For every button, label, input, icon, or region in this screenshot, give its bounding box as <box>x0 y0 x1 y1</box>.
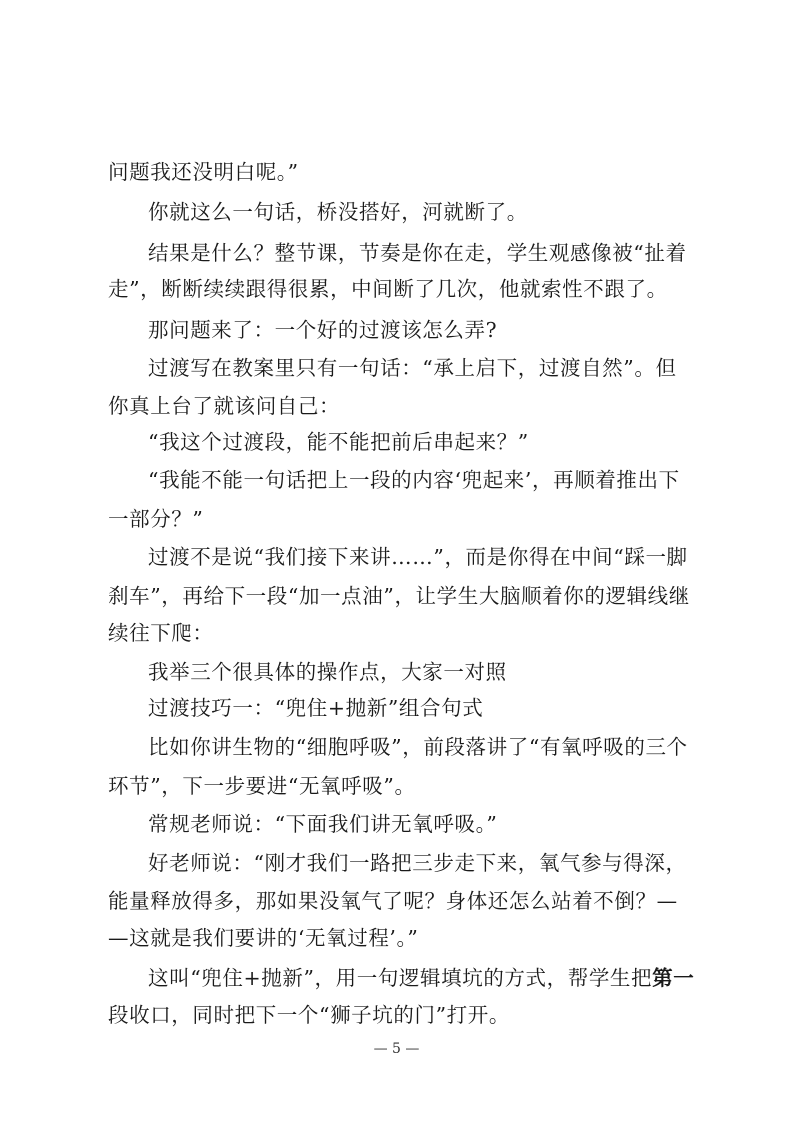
body-line: —这就是我们要讲的‘无氧过程’。” <box>108 926 419 950</box>
body-line: 结果是什么？整节课，节奏是你在走，学生观感像被“扯着 <box>148 241 687 265</box>
body-line: 过渡写在教案里只有一句话：“承上启下，过渡自然”。但 <box>148 356 677 380</box>
body-line: 一部分？” <box>108 507 204 531</box>
body-line: 常规老师说：“下面我们讲无氧呼吸。” <box>148 812 498 836</box>
body-line: 过渡不是说“我们接下来讲……”，而是你得在中间“踩一脚 <box>148 545 688 569</box>
body-line: 问题我还没明白呢。” <box>108 160 299 184</box>
body-line: 走”，断断续续跟得很累，中间断了几次，他就索性不跟了。 <box>108 277 668 301</box>
body-line: 你就这么一句话，桥没搭好，河就断了。 <box>148 200 528 224</box>
body-line: “我能不能一句话把上一段的内容‘兜起来’，再顺着推出下 <box>148 468 680 492</box>
body-line <box>148 966 694 990</box>
body-line: 比如你讲生物的“细胞呼吸”，前段落讲了“有氧呼吸的三个 <box>148 735 688 759</box>
body-line: 续往下爬： <box>108 621 214 645</box>
body-line: 环节”，下一步要进“无氧呼吸”。 <box>108 774 416 798</box>
body-line: 你真上台了就该问自己： <box>108 394 341 418</box>
body-line: 我举三个很具体的操作点，大家一对照 <box>148 660 507 684</box>
body-line: 那问题来了：一个好的过渡该怎么弄? <box>148 318 498 342</box>
body-line: 段收口，同时把下一个“狮子坑的门”打开。 <box>108 1003 510 1027</box>
emphasis-text: 第一 <box>652 966 695 990</box>
body-line: 好老师说：“刚才我们一路把三步走下来，氧气参与得深， <box>148 851 687 875</box>
body-line: 能量释放得多，那如果没氧气了呢？身体还怎么站着不倒？— <box>108 889 678 913</box>
body-line: 刹车”，再给下一段“加一点油”，让学生大脑顺着你的逻辑线继 <box>108 584 690 608</box>
page-number: — 5 — <box>373 1041 420 1057</box>
body-text: 这叫“兜住+抛新”，用一句逻辑填坑的方式，帮学生把 <box>148 966 653 990</box>
body-line: “我这个过渡段，能不能把前后串起来？” <box>148 430 529 454</box>
section-heading: 过渡技巧一：“兜住+抛新”组合句式 <box>148 696 484 720</box>
